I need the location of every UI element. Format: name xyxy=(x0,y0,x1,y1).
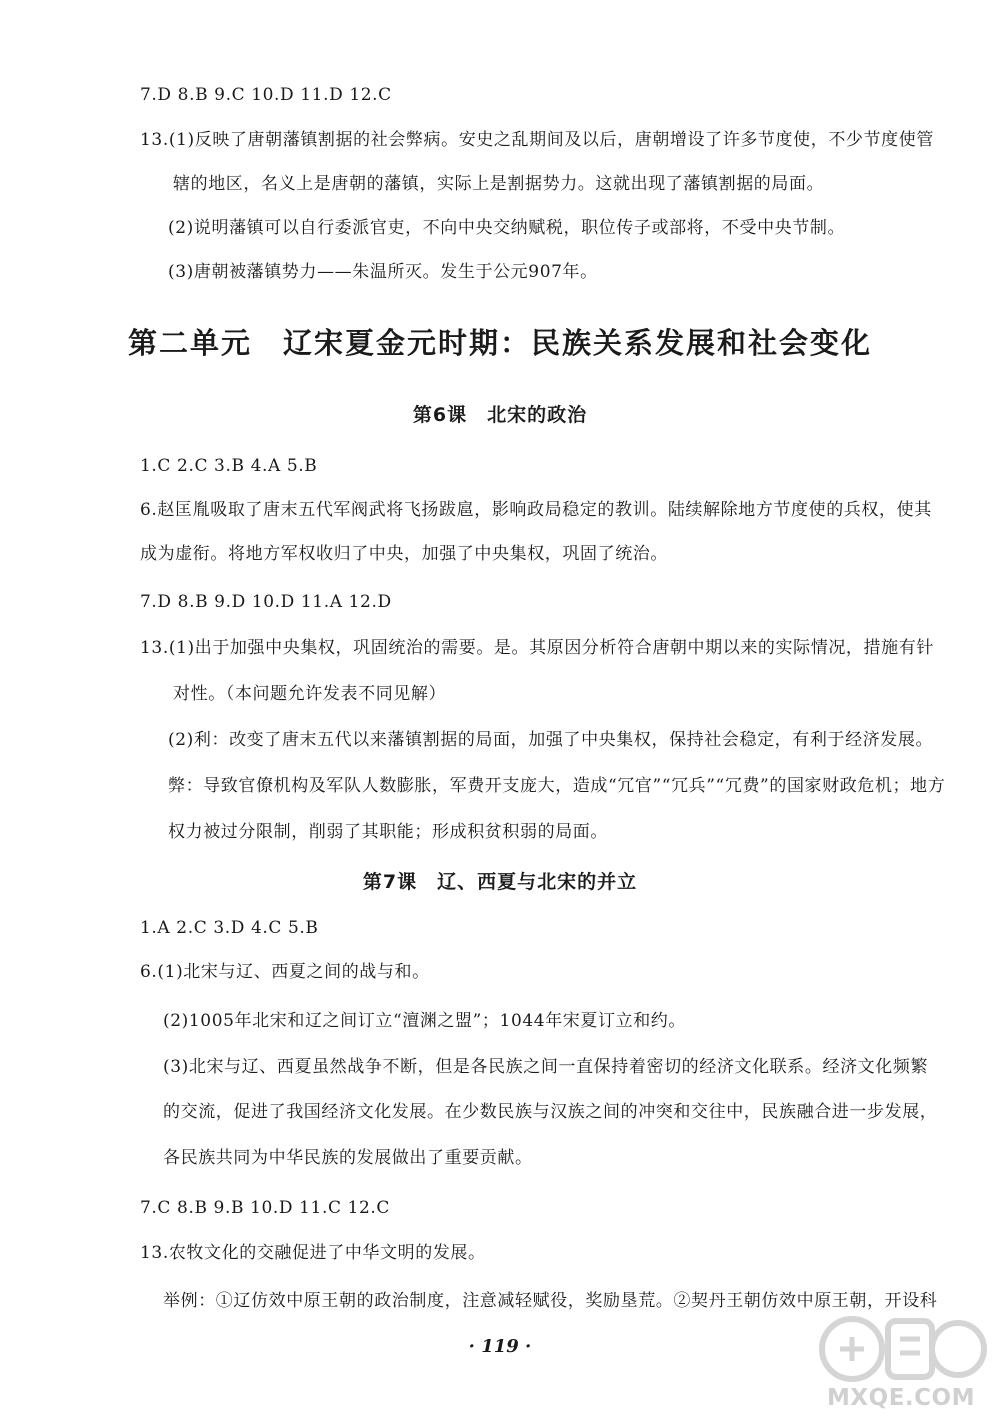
watermark-text: MXQE.COM xyxy=(827,1385,975,1411)
answer-line: (3)北宋与辽、西夏虽然战争不断，但是各民族之间一直保持着密切的经济文化联系。经济文化频繁 xyxy=(163,1057,929,1077)
answer-line: 13.农牧文化的交融促进了中华文明的发展。 xyxy=(140,1243,486,1263)
answer-line: 1.C 2.C 3.B 4.A 5.B xyxy=(140,456,318,476)
answer-line: 的交流，促进了我国经济文化发展。在少数民族与汉族之间的冲突和交往中，民族融合进一步发展， xyxy=(163,1102,938,1122)
answer-line: 对性。（本问题允许发表不同见解） xyxy=(173,684,447,704)
answer-line: 7.D 8.B 9.C 10.D 11.D 12.C xyxy=(140,85,392,105)
answer-line: (2)说明藩镇可以自行委派官吏，不向中央交纳赋税，职位传子或部将，不受中央节制。 xyxy=(168,218,846,238)
answer-line: 13.(1)反映了唐朝藩镇割据的社会弊病。安史之乱期间及以后，唐朝增设了许多节度使，不少节度使管 xyxy=(140,130,934,150)
answer-line: 1.A 2.C 3.D 4.C 5.B xyxy=(140,918,319,938)
unit-title: 第二单元 辽宋夏金元时期：民族关系发展和社会变化 xyxy=(127,326,872,360)
answer-line: (2)利：改变了唐末五代以来藩镇割据的局面，加强了中央集权，保持社会稳定，有利于经济发展。 xyxy=(168,730,934,750)
answer-line: 权力被过分限制，削弱了其职能；形成积贫积弱的局面。 xyxy=(168,822,608,842)
lesson-title: 第6课 北宋的政治 xyxy=(412,404,588,426)
watermark-logo xyxy=(812,1309,990,1411)
answer-line: 7.C 8.B 9.B 10.D 11.C 12.C xyxy=(140,1198,391,1218)
answer-line: 13.(1)出于加强中央集权，巩固统治的需要。是。其原因分析符合唐朝中期以来的实际情况，措施有针 xyxy=(140,638,934,658)
answer-line: 成为虚衔。将地方军权收归了中央，加强了中央集权，巩固了统治。 xyxy=(140,544,668,564)
watermark-stamp-icon xyxy=(812,1309,990,1385)
answer-line: 7.D 8.B 9.D 10.D 11.A 12.D xyxy=(140,592,392,612)
answer-line: (3)唐朝被藩镇势力——朱温所灭。发生于公元907年。 xyxy=(168,262,598,282)
answer-line: 6.赵匡胤吸取了唐末五代军阀武将飞扬跋扈，影响政局稳定的教训。陆续解除地方节度使的兵权，使其 xyxy=(140,500,932,520)
answer-line: 举例：①辽仿效中原王朝的政治制度，注意减轻赋役，奖励垦荒。②契丹王朝仿效中原王朝，开设科 xyxy=(163,1291,938,1311)
lesson-title: 第7课 辽、西夏与北宋的并立 xyxy=(362,871,638,893)
answer-line: (2)1005年北宋和辽之间订立“澶渊之盟”；1044年宋夏订立和约。 xyxy=(163,1011,686,1031)
answer-line: 6.(1)北宋与辽、西夏之间的战与和。 xyxy=(140,962,430,982)
answer-line: 弊：导致官僚机构及军队人数膨胀，军费开支庞大，造成“冗官”“冗兵”“冗费”的国家财政危机；地方 xyxy=(168,776,946,796)
answer-line: 各民族共同为中华民族的发展做出了重要贡献。 xyxy=(163,1148,533,1168)
answer-line: 辖的地区，名义上是唐朝的藩镇，实际上是割据势力。这就出现了藩镇割据的局面。 xyxy=(173,174,825,194)
page-number: · 119 · xyxy=(468,1336,532,1357)
